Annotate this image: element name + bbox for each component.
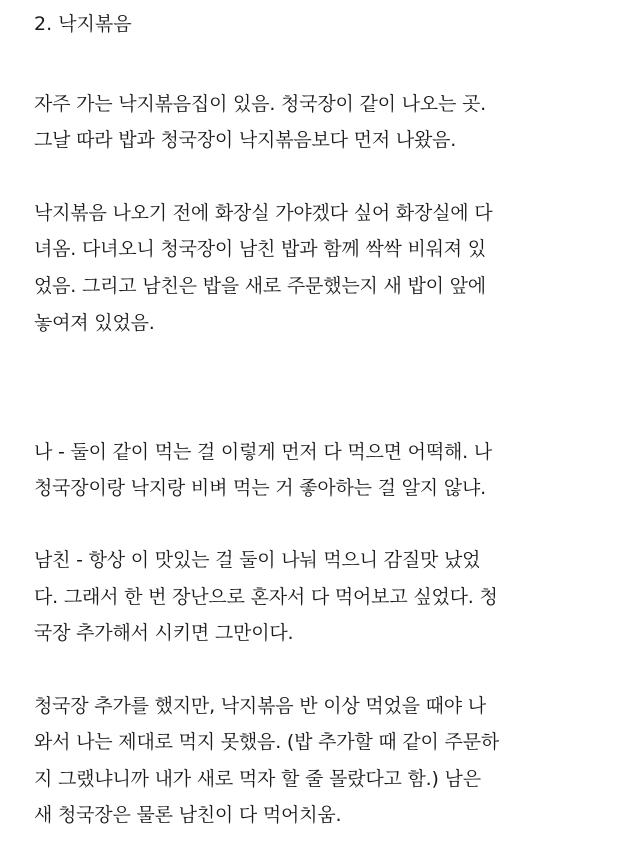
text-line: 었음. 그리고 남친은 밥을 새로 주문했는지 새 밥이 앞에	[34, 275, 486, 297]
text-line: 와서 나는 제대로 먹지 못했음. (밥 추가할 때 같이 주문하	[34, 731, 499, 753]
text-line: 남친 - 항상 이 맛있는 걸 둘이 나눠 먹으니 감질맛 났었	[34, 549, 481, 571]
text-line: 지 그랬냐니까 내가 새로 먹자 할 줄 몰랐다고 함.) 남은	[34, 768, 481, 790]
text-line: 새 청국장은 물론 남친이 다 먹어치움.	[34, 804, 342, 826]
text-line: 그날 따라 밥과 청국장이 낙지볶음보다 먼저 나왔음.	[34, 129, 457, 151]
text-line: 놓여져 있었음.	[34, 312, 155, 334]
text-line: 청국장이랑 낙지랑 비벼 먹는 거 좋아하는 걸 알지 않냐.	[34, 477, 486, 499]
text-line: 자주 가는 낙지볶음집이 있음. 청국장이 같이 나오는 곳.	[34, 93, 486, 115]
text-line: 낙지볶음 나오기 전에 화장실 가야겠다 싶어 화장실에 다	[34, 202, 493, 224]
text-line: 다. 그래서 한 번 장난으로 혼자서 다 먹어보고 싶었다. 청	[34, 586, 498, 608]
section-title: 2. 낙지볶음	[34, 13, 132, 35]
text-line: 나 - 둘이 같이 먹는 걸 이렇게 먼저 다 먹으면 어떡해. 나	[34, 441, 492, 463]
text-line: 국장 추가해서 시키면 그만이다.	[34, 622, 294, 644]
text-line: 청국장 추가를 했지만, 낙지볶음 반 이상 먹었을 때야 나	[34, 695, 486, 717]
text-line: 녀옴. 다녀오니 청국장이 남친 밥과 함께 싹싹 비워져 있	[34, 238, 486, 260]
